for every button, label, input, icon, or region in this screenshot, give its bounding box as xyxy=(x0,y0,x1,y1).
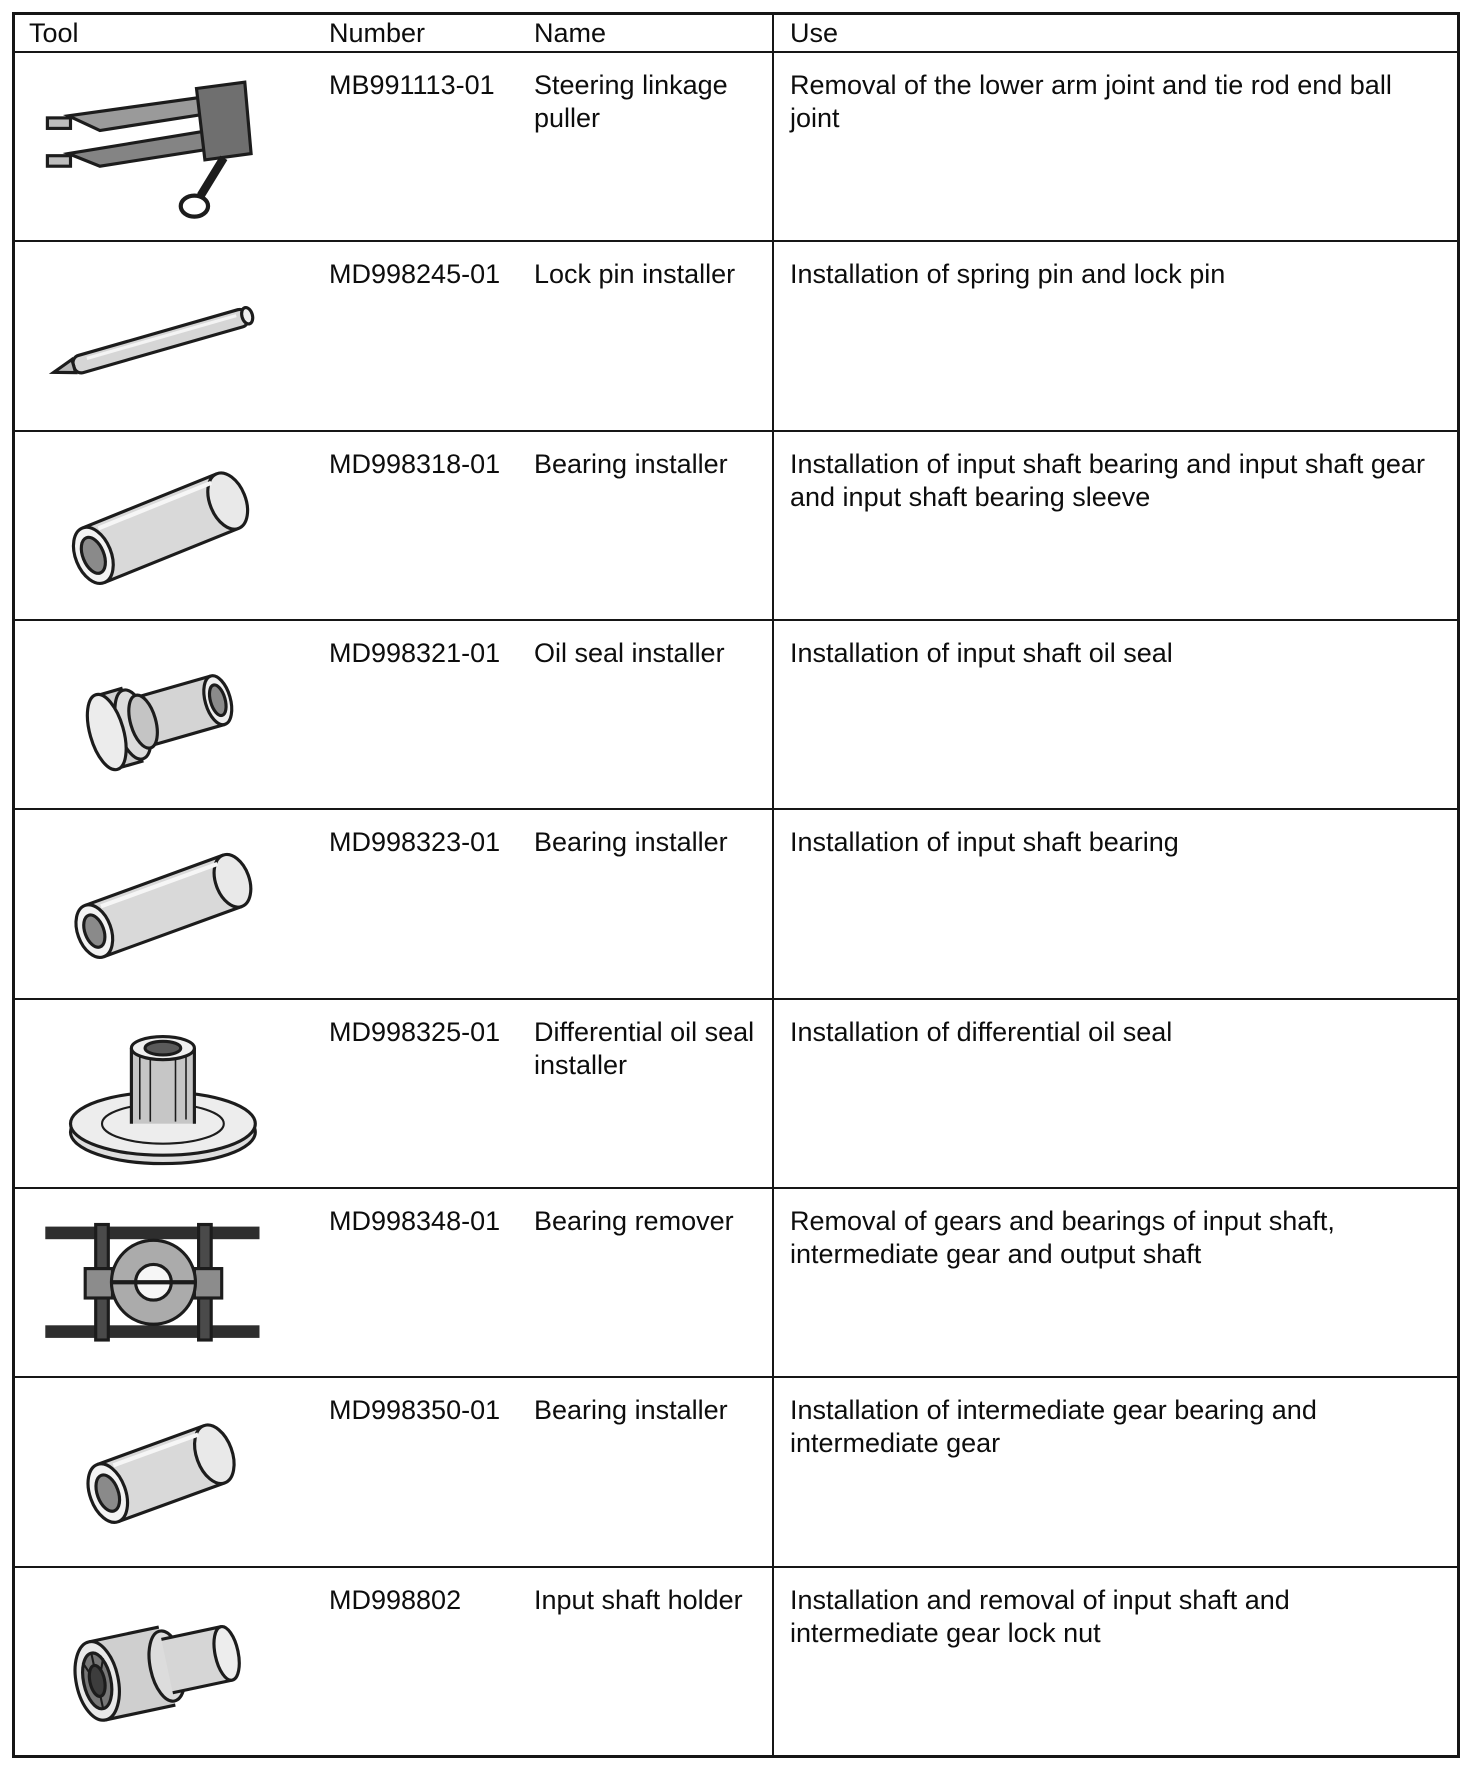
table-row xyxy=(15,810,1457,999)
tool-use: Installation and removal of input shaft and intermediate gear lock nut xyxy=(772,1568,1457,1755)
tool-name: Steering linkage puller xyxy=(534,70,728,133)
tool-name: Lock pin installer xyxy=(534,259,736,290)
table-row xyxy=(15,53,1457,242)
tool-name: Input shaft holder xyxy=(534,1584,743,1615)
table-row xyxy=(15,432,1457,621)
tool-use: Removal of the lower arm joint and tie rod end ball joint xyxy=(772,53,1457,240)
input-shaft-holder-icon xyxy=(15,1568,315,1755)
lock-pin-installer-icon xyxy=(15,242,315,429)
table-row xyxy=(15,1378,1457,1567)
table-header-row xyxy=(15,15,1457,53)
tool-name: Differential oil seal installer xyxy=(534,1016,755,1080)
tool-number: MD998321-01 xyxy=(329,637,501,668)
tool-number: MD998350-01 xyxy=(329,1395,501,1426)
tool-use: Removal of gears and bearings of input shaft, intermediate gear and output shaft xyxy=(772,1189,1457,1376)
tool-number: MD998325-01 xyxy=(329,1016,501,1047)
tool-use: Installation of spring pin and lock pin xyxy=(772,242,1457,429)
column-header-name: Name xyxy=(534,17,607,48)
tool-number: MD998318-01 xyxy=(329,448,501,479)
tool-name: Bearing installer xyxy=(534,827,728,858)
tool-use: Installation of intermediate gear bearing and intermediate gear xyxy=(772,1378,1457,1565)
column-header-number: Number xyxy=(329,17,426,48)
tool-name: Oil seal installer xyxy=(534,637,725,668)
tool-name: Bearing installer xyxy=(534,448,728,479)
tool-use: Installation of differential oil seal xyxy=(772,1000,1457,1187)
bearing-remover-icon xyxy=(15,1189,315,1376)
special-tools-table xyxy=(12,12,1460,1758)
tool-number: MD998245-01 xyxy=(329,259,501,290)
table-row xyxy=(15,1000,1457,1189)
tool-number: MD998802 xyxy=(329,1584,462,1615)
steering-linkage-puller-icon xyxy=(15,53,315,240)
tool-use: Installation of input shaft bearing xyxy=(772,810,1457,997)
table-row xyxy=(15,621,1457,810)
oil-seal-installer-icon xyxy=(15,621,315,808)
tool-use: Installation of input shaft oil seal xyxy=(772,621,1457,808)
bearing-installer-sleeve-icon xyxy=(15,432,315,619)
column-header-use: Use xyxy=(772,15,1457,51)
tool-number: MD998323-01 xyxy=(329,827,501,858)
tool-name: Bearing remover xyxy=(534,1205,734,1236)
table-row xyxy=(15,242,1457,431)
differential-oil-seal-installer-icon xyxy=(15,1000,315,1187)
table-row xyxy=(15,1189,1457,1378)
table-row xyxy=(15,1568,1457,1755)
column-header-tool: Tool xyxy=(29,17,79,48)
tool-number: MD998348-01 xyxy=(329,1205,501,1236)
tool-number: MB991113-01 xyxy=(329,70,495,100)
tool-name: Bearing installer xyxy=(534,1395,728,1426)
bearing-installer-short-icon xyxy=(15,1378,315,1565)
tool-use: Installation of input shaft bearing and input shaft gear and input shaft bearing sleeve xyxy=(772,432,1457,619)
bearing-installer-tube-icon xyxy=(15,810,315,997)
